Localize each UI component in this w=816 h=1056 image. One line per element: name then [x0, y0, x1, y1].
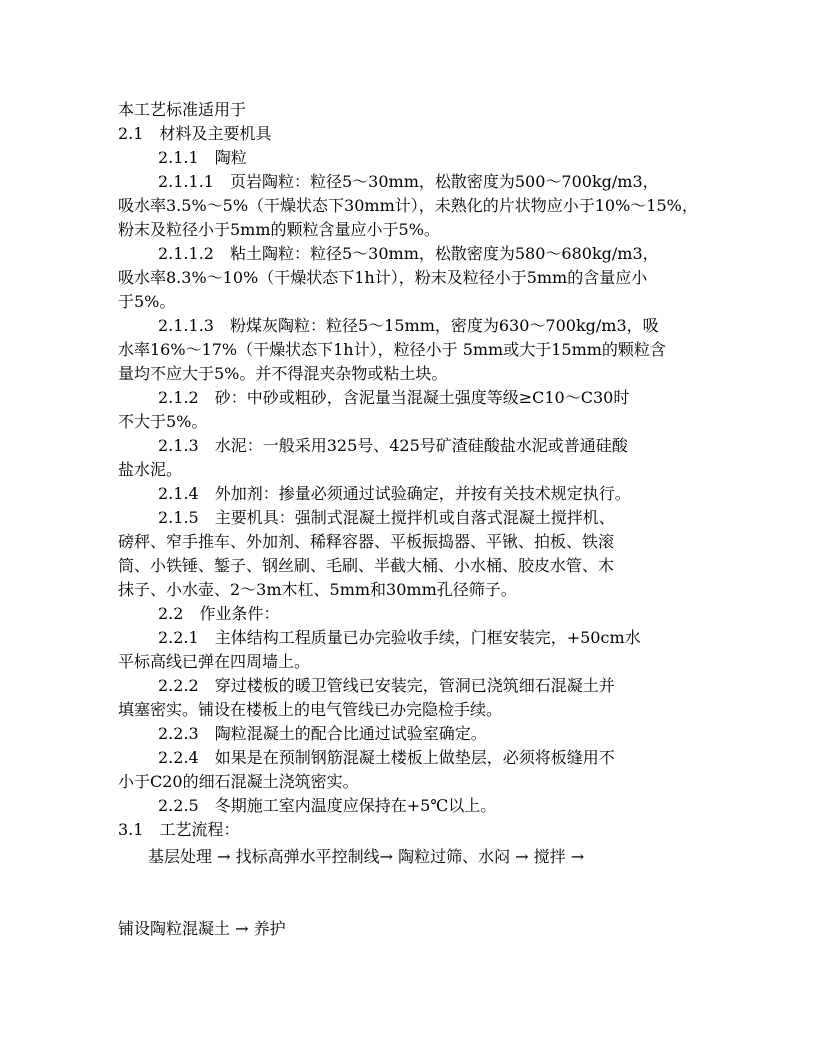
paragraph-line: 2.1.2 砂：中砂或粗砂，含泥量当混凝土强度等级≥C10～C30时 — [158, 388, 630, 407]
paragraph-line: 2.2.3 陶粒混凝土的配合比通过试验室确定。 — [158, 724, 487, 743]
paragraph-line: 吸水率3.5%～5%（干燥状态下30mm计），未熟化的片状物应小于10%～15%， — [118, 196, 698, 215]
paragraph-line: 抹子、小水壶、2～3m木杠、5mm和30mm孔径筛子。 — [118, 580, 517, 599]
paragraph-line: 量均不应大于5%。并不得混夹杂物或粘土块。 — [118, 364, 448, 383]
paragraph-line: 2.1.1.3 粉煤灰陶粒：粒径5～15mm，密度为630～700kg/m3，吸 — [158, 316, 659, 335]
paragraph-line: 2.2.5 冬期施工室内温度应保持在+5℃以上。 — [158, 796, 497, 815]
paragraph-line: 盐水泥。 — [118, 460, 183, 479]
paragraph-line: 磅秤、窄手推车、外加剂、稀释容器、平板振捣器、平锹、拍板、铁滚 — [118, 532, 615, 551]
paragraph-line: 2.1.1.2 粘土陶粒：粒径5～30mm，松散密度为580～680kg/m3， — [158, 244, 659, 263]
paragraph-line: 2.1.3 水泥：一般采用325号、425号矿渣硅酸盐水泥或普通硅酸 — [158, 436, 628, 455]
paragraph-line: 2.2.2 穿过楼板的暖卫管线已安装完，管洞已浇筑细石混凝土并 — [158, 676, 615, 695]
section-heading-2-1: 2.1 材料及主要机具 — [118, 124, 272, 143]
process-flow-line: 基层处理 → 找标高弹水平控制线→ 陶粒过筛、水闷 → 搅拌 → — [148, 847, 585, 866]
paragraph-line: 不大于5%。 — [118, 412, 208, 431]
subsection-heading-2-1-1: 2.1.1 陶粒 — [158, 148, 247, 167]
section-heading-2-2: 2.2 作业条件： — [158, 604, 280, 623]
paragraph-line: 筒、小铁锤、錾子、钢丝刷、毛刷、半截大桶、小水桶、胶皮水管、木 — [118, 556, 615, 575]
paragraph-line: 粉末及粒径小于5mm的颗粒含量应小于5%。 — [118, 220, 440, 239]
paragraph-line: 2.1.4 外加剂：掺量必须通过试验确定，并按有关技术规定执行。 — [158, 484, 631, 503]
paragraph-line: 填塞密实。铺设在楼板上的电气管线已办完隐检手续。 — [118, 700, 503, 719]
paragraph-line: 2.1.1.1 页岩陶粒：粒径5～30mm，松散密度为500～700kg/m3， — [158, 172, 659, 191]
intro-line: 本工艺标准适用于 — [118, 100, 247, 119]
paragraph-line: 吸水率8.3%～10%（干燥状态下1h计），粉末及粒径小于5mm的含量应小 — [118, 268, 648, 287]
paragraph-line: 于5%。 — [118, 292, 176, 311]
paragraph-line: 2.1.5 主要机具：强制式混凝土搅拌机或自落式混凝土搅拌机、 — [158, 508, 615, 527]
process-flow-line: 铺设陶粒混凝土 → 养护 — [118, 919, 286, 938]
section-heading-3-1: 3.1 工艺流程： — [118, 820, 240, 839]
paragraph-line: 平标高线已弹在四周墙上。 — [118, 652, 311, 671]
paragraph-line: 2.2.4 如果是在预制钢筋混凝土楼板上做垫层，必须将板缝用不 — [158, 748, 615, 767]
paragraph-line: 小于C20的细石混凝土浇筑密实。 — [118, 772, 359, 791]
paragraph-line: 2.2.1 主体结构工程质量已办完验收手续，门框安装完，+50cm水 — [158, 628, 641, 647]
paragraph-line: 水率16%～17%（干燥状态下1h计），粒径小于 5mm或大于15mm的颗粒含 — [118, 340, 666, 359]
